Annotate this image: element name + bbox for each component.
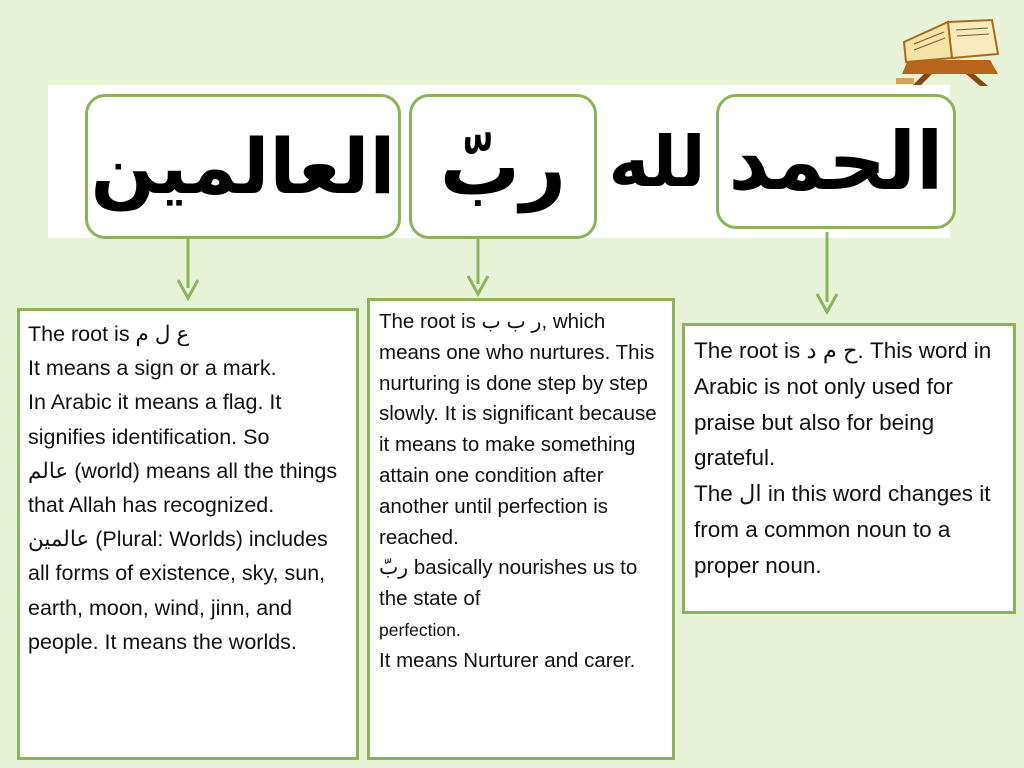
arabic-word-allah: لله: [608, 121, 706, 203]
alhamd-article-text: The ال in this word changes it from a common noun to a proper noun.: [694, 481, 991, 578]
rabb-root-text: The root is ر ب ب, which means one who nurtures. This nurturing is done step by step slowly. It is significant because it means to make something attain one condition after another until perfection is reached.: [379, 310, 657, 549]
rabb-perfection-text: perfection.: [379, 619, 461, 640]
quran-book-on-stand-icon: [894, 10, 1004, 88]
arabic-word-alhamd: الحمد: [728, 115, 944, 208]
arabic-word-alamin: العالمين: [90, 122, 396, 211]
rabb-meaning-text: It means Nurturer and carer.: [379, 648, 636, 672]
arrow-down-icon: [176, 236, 200, 306]
arrow-down-icon: [466, 238, 490, 298]
alamin-root-text: The root is ع ل م: [28, 322, 190, 346]
arrow-down-icon: [815, 232, 839, 318]
rabb-explanation-box: [367, 298, 675, 760]
alamin-plural-text: عالمين (Plural: Worlds) includes all forms of existence, sky, sun, earth, moon, wind, jinn, and people. It means the worlds.: [28, 527, 328, 654]
alhamd-root-text: The root is ح م د. This word in Arabic is not only used for praise but also for being grateful.: [694, 338, 992, 471]
alamin-meaning-text: It means a sign or a mark.: [28, 356, 277, 381]
word-box-alamin: [85, 94, 401, 239]
word-box-rabb: [409, 94, 597, 239]
word-box-alhamd: [716, 94, 956, 229]
alhamd-explanation-box: [682, 323, 1016, 614]
alamin-explanation-box: [17, 308, 359, 760]
alamin-flag-text: In Arabic it means a flag. It signifies identification. So: [28, 390, 282, 449]
alamin-world-text: عالم (world) means all the things that Allah has recognized.: [28, 458, 338, 518]
arabic-word-rabb: ربّ: [439, 120, 567, 213]
rabb-nourish-text: ربّ basically nourishes us to the state of: [379, 556, 638, 611]
